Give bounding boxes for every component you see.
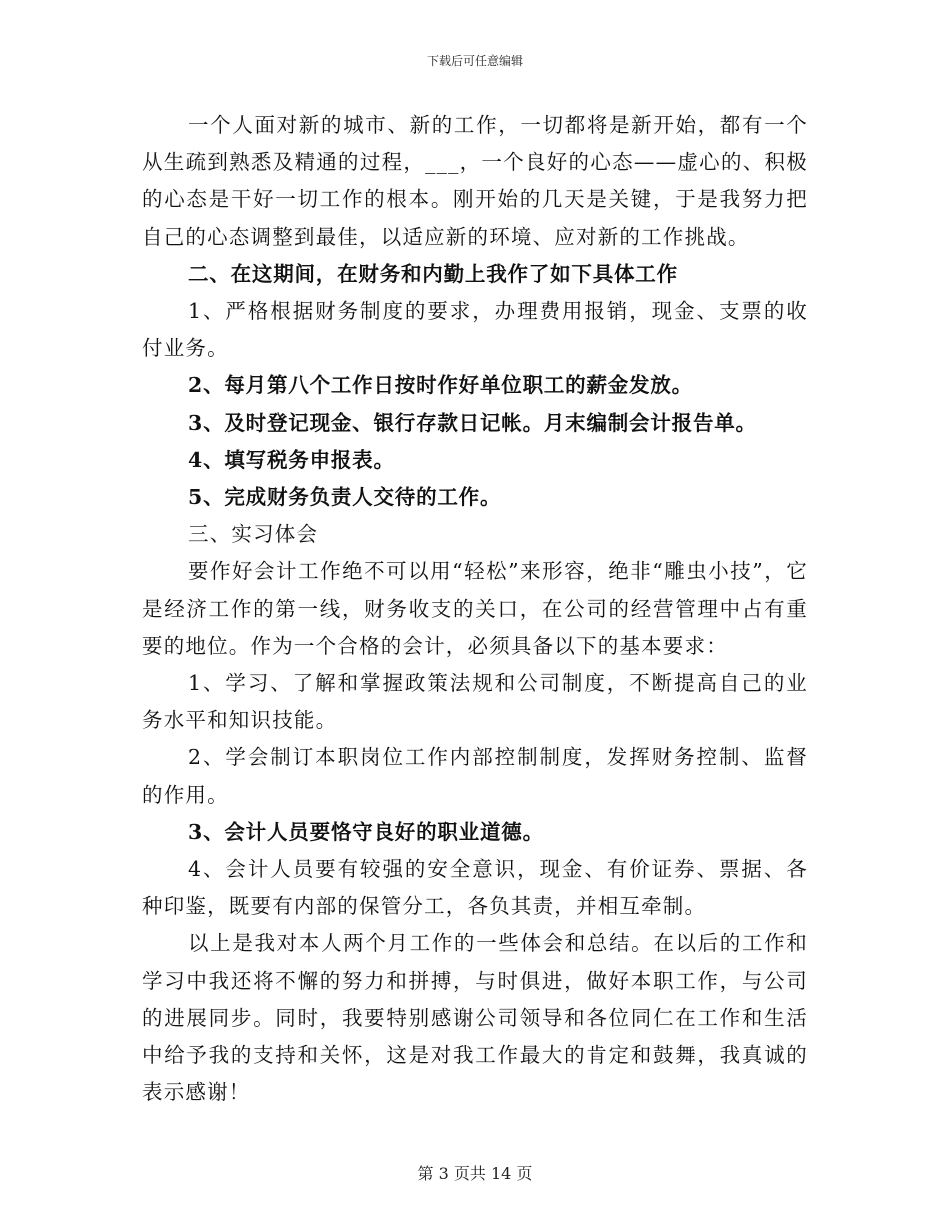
section-heading-work: 二、在这期间，在财务和内勤上我作了如下具体工作 <box>188 261 678 286</box>
experience-paragraph: 要作好会计工作绝不可以用“轻松”来形容，绝非“雕虫小技”，它是经济工作的第一线，财务收支的关口，在公司的经营管理中占有重要的地位。作为一个合格的会计，必须具备以下的基本要求： <box>142 559 808 658</box>
requirement-2: 2、学会制订本职岗位工作内部控制制度，发挥财务控制、监督的作用。 <box>142 745 808 807</box>
document-body <box>142 107 808 1111</box>
work-item-1: 1、严格根据财务制度的要求，办理费用报销，现金、支票的收付业务。 <box>142 299 808 361</box>
work-item-3: 3、及时登记现金、银行存款日记帐。月末编制会计报告单。 <box>188 410 757 435</box>
requirement-4: 4、会计人员要有较强的安全意识，现金、有价证券、票据、各种印鉴，既要有内部的保管分工，各负其责，并相互牵制。 <box>142 857 808 919</box>
work-item-4: 4、填写税务申报表。 <box>188 447 395 472</box>
requirement-1: 1、学习、了解和掌握政策法规和公司制度，不断提高自己的业务水平和知识技能。 <box>142 671 808 733</box>
page-footer: 第 3 页共 14 页 <box>417 1164 533 1183</box>
work-item-5: 5、完成财务负责人交待的工作。 <box>188 485 502 510</box>
requirement-3: 3、会计人员要恪守良好的职业道德。 <box>188 819 544 844</box>
work-item-2: 2、每月第八个工作日按时作好单位职工的薪金发放。 <box>188 373 693 398</box>
page-header: 下载后可任意编辑 <box>426 54 523 68</box>
section-heading-experience: 三、实习体会 <box>188 522 319 547</box>
intro-paragraph: 一个人面对新的城市、新的工作，一切都将是新开始，都有一个从生疏到熟悉及精通的过程，___，一个良好的心态——虚心的、积极的心态是干好一切工作的根本。刚开始的几天是关键，于是我努力把自己的心态调整到最佳，以适应新的环境、应对新的工作挑战。 <box>142 113 808 249</box>
closing-paragraph: 以上是我对本人两个月工作的一些体会和总结。在以后的工作和学习中我还将不懈的努力和拼搏，与时俱进，做好本职工作，与公司的进展同步。同时，我要特别感谢公司领导和各位同仁在工作和生活中给予我的支持和关怀，这是对我工作最大的肯定和鼓舞，我真诚的表示感谢！ <box>142 931 808 1105</box>
